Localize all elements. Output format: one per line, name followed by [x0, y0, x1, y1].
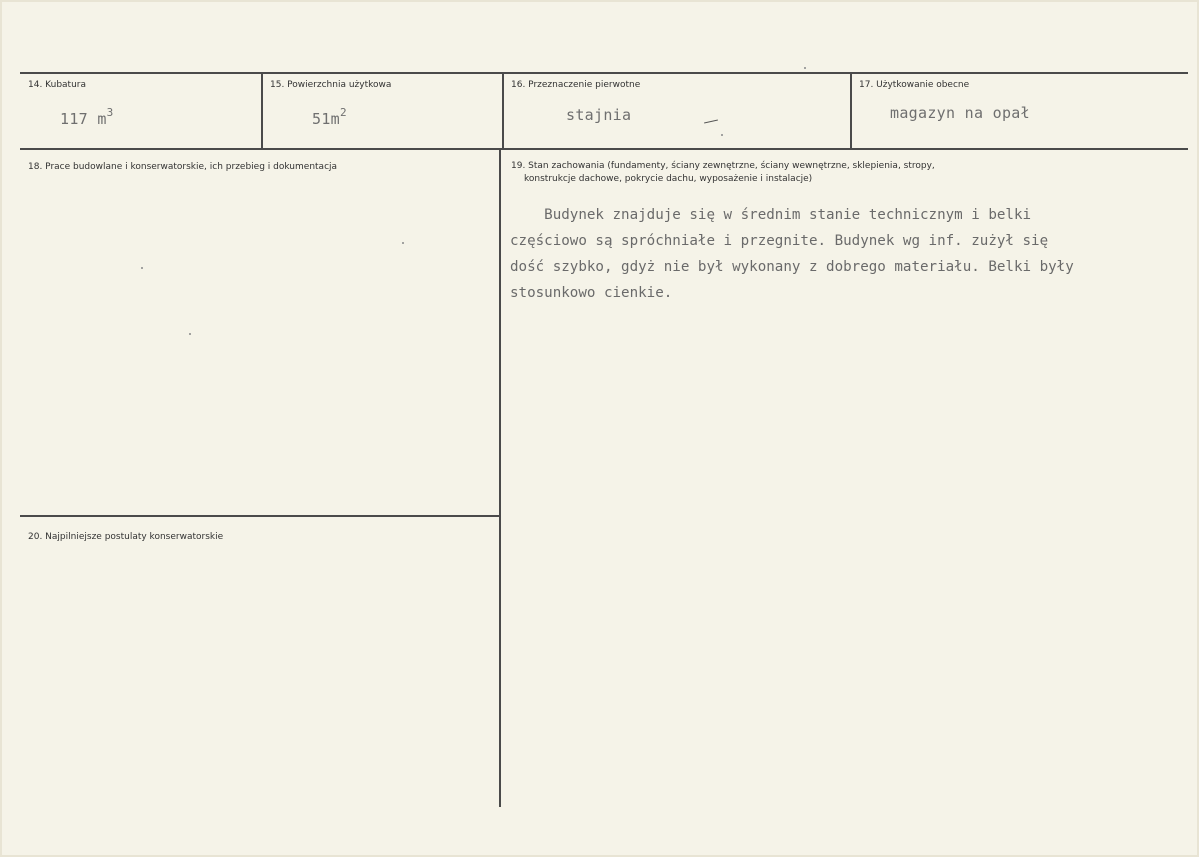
field-stan-label-line1: 19. Stan zachowania (fundamenty, ściany zewnętrzne, ściany wewnętrzne, sklepienia, stropy, [511, 161, 935, 171]
top-rule [20, 72, 1188, 74]
powierzchnia-unit-sup: 2 [340, 106, 347, 119]
field-uzytkowanie-label: 17. Użytkowanie obecne [859, 80, 970, 90]
divider-16-17 [850, 74, 852, 148]
field-postulaty-label: 20. Najpilniejsze postulaty konserwatorskie [28, 532, 224, 542]
paper-speck [141, 267, 143, 269]
kubatura-value-text: 117 m [60, 110, 107, 128]
field-stan-description [510, 202, 1170, 306]
paper-speck [721, 134, 723, 136]
divider-14-15 [261, 74, 263, 148]
field-kubatura-value [60, 108, 114, 128]
paper-speck [402, 242, 404, 244]
field-prace-label: 18. Prace budowlane i konserwatorskie, ich przebieg i dokumentacja [28, 162, 338, 172]
main-vertical-divider [499, 150, 501, 807]
paper-speck [189, 333, 191, 335]
paper-speck [804, 67, 806, 69]
section-18-20-rule [20, 515, 500, 517]
field-kubatura-label: 14. Kubatura [28, 80, 87, 90]
stan-line: dość szybko, gdyż nie był wykonany z dobrego materiału. Belki były [510, 259, 1074, 275]
stan-line: częściowo są spróchniałe i przegnite. Budynek wg inf. zużył się [510, 233, 1049, 249]
kubatura-unit-sup: 3 [106, 106, 114, 119]
field-uzytkowanie-value: magazyn na opał [890, 104, 1030, 122]
header-row-bottom-rule [20, 148, 1188, 150]
field-powierzchnia-value [312, 108, 347, 128]
stan-line: Budynek znajduje się w średnim stanie technicznym i belki [510, 207, 1032, 223]
field-przeznaczenie-label: 16. Przeznaczenie pierwotne [511, 80, 641, 90]
field-stan-label-line2: konstrukcje dachowe, pokrycie dachu, wyposażenie i instalacje) [524, 174, 813, 184]
stan-line: stosunkowo cienkie. [510, 285, 673, 301]
powierzchnia-value-text: 51m [312, 110, 340, 128]
field-powierzchnia-label: 15. Powierzchnia użytkowa [270, 80, 392, 90]
divider-15-16 [502, 74, 504, 148]
field-przeznaczenie-value: stajnia [566, 106, 632, 124]
pen-mark [704, 120, 718, 124]
